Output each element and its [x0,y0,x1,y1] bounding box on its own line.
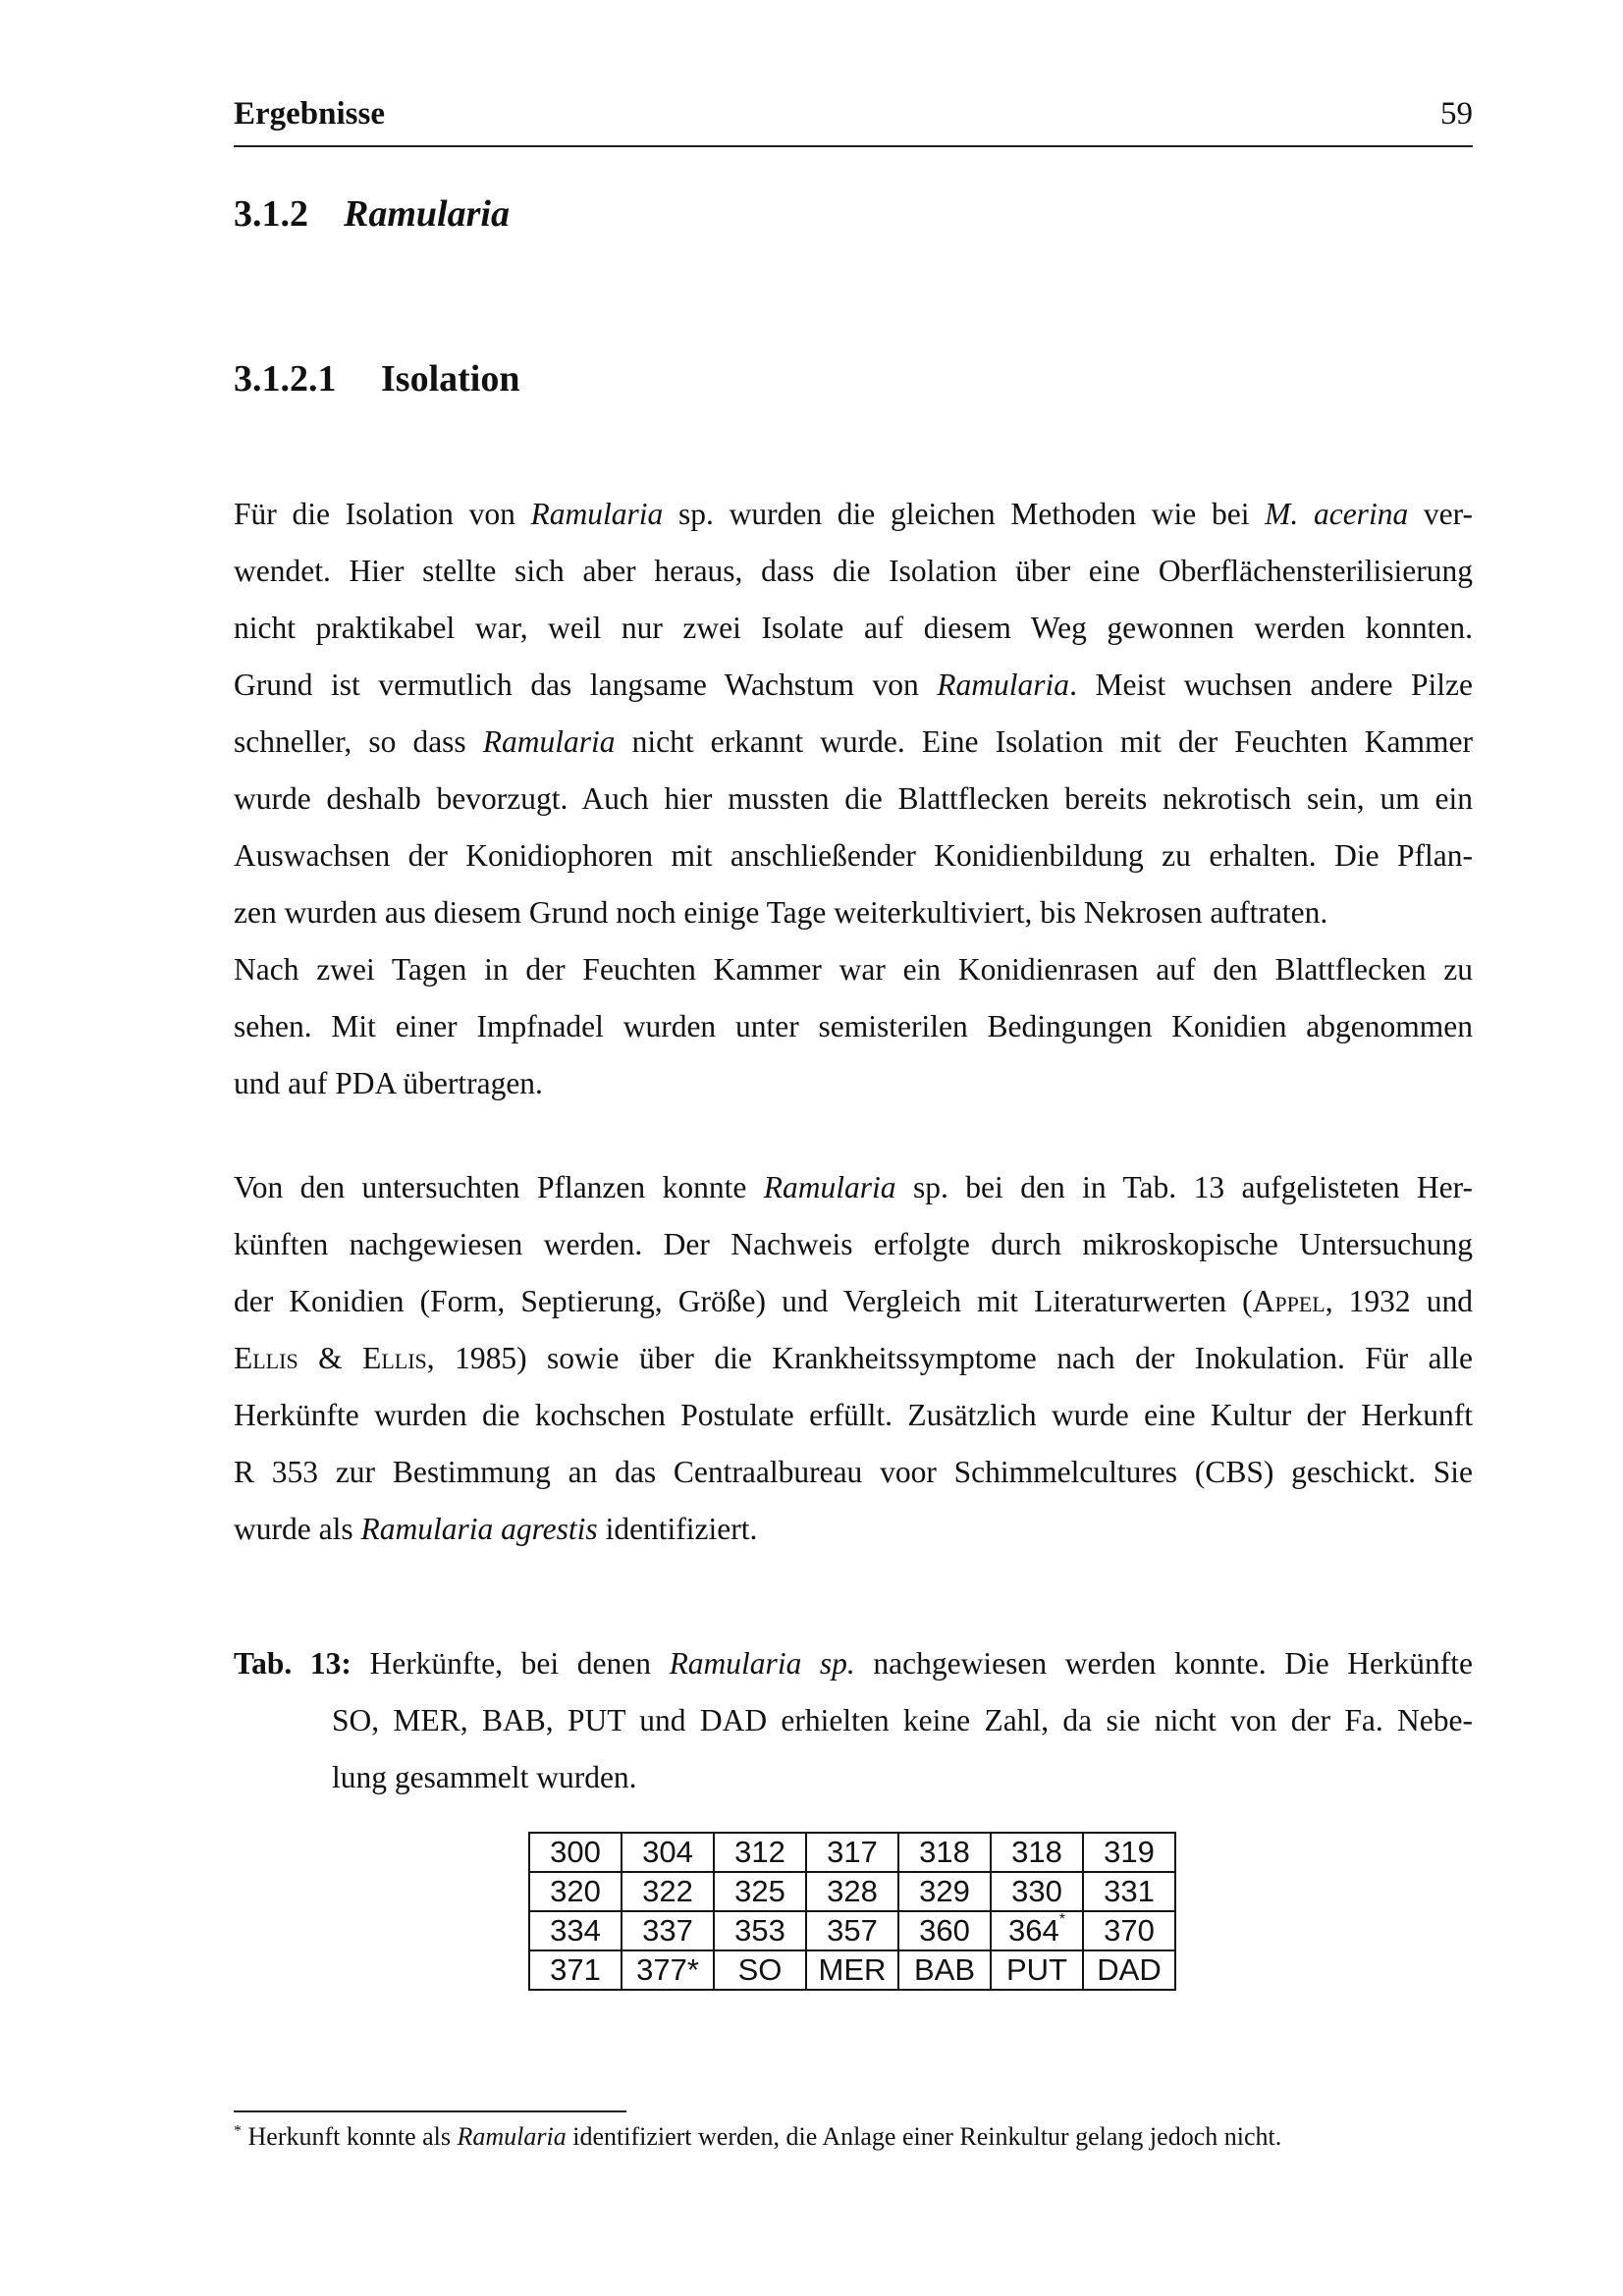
table-cell: SO [714,1950,806,1990]
table-row [529,1950,1175,1990]
table-cell: 325 [714,1872,806,1911]
text-line: und auf PDA übertragen. [234,1066,543,1100]
table-cell: 318 [991,1833,1083,1872]
subsection-number: 3.1.2.1 [234,358,337,400]
section-number: 3.1.2 [234,193,308,235]
footnote-rule [234,2110,626,2112]
origins-table [528,1832,1176,1991]
footnote: * Herkunft konnte als Ramularia identifiziert werden, die Anlage einer Reinkultur gelang jedoch nicht. [234,2122,1282,2151]
table-caption [234,1635,1473,1806]
table-cell: 329 [898,1872,991,1911]
text-line: der Konidien (Form, Septierung, Größe) und Vergleich mit Literaturwerten (Appel, 1932 und [234,1284,1474,1318]
caption-line: Tab. 13: Herkünfte, bei denen Ramularia sp. nachgewiesen werden konnte. Die Herkünfte [234,1646,1473,1681]
section-title: Ramularia [344,193,510,235]
table-footnote-marker: * [1058,1911,1065,1928]
table-cell: 357 [806,1911,898,1950]
paragraph-isolation-methods [234,486,1473,1112]
caption-line: lung gesammelt wurden. [332,1760,637,1794]
table-cell: 370 [1083,1911,1175,1950]
text-line: Ellis & Ellis, 1985) sowie über die Krankheitssymptome nach der Inokulation. Für alle [234,1341,1473,1375]
caption-line: SO, MER, BAB, PUT und DAD erhielten keine Zahl, da sie nicht von der Fa. Nebe- [332,1703,1473,1737]
text-line: nicht praktikabel war, weil nur zwei Isolate auf diesem Weg gewonnen werden konnten. [234,611,1473,645]
table-cell: 331 [1083,1872,1175,1911]
text-line: schneller, so dass Ramularia nicht erkannt wurde. Eine Isolation mit der Feuchten Kammer [234,724,1473,759]
table-cell: 320 [529,1872,622,1911]
text-line: Auswachsen der Konidiophoren mit anschließender Konidienbildung zu erhalten. Die Pflan- [234,838,1473,873]
table-cell: 317 [806,1833,898,1872]
table-cell: 319 [1083,1833,1175,1872]
text-line: wurde als Ramularia agrestis identifiziert. [234,1512,758,1546]
table-cell: 322 [622,1872,714,1911]
subsection-title: Isolation [381,358,520,400]
table-cell: BAB [898,1950,991,1990]
table-cell: 328 [806,1872,898,1911]
text-line: wendet. Hier stellte sich aber heraus, dass die Isolation über eine Oberflächensterilisierung [234,554,1473,588]
page-number: 59 [1440,96,1473,132]
text-line: Von den untersuchten Pflanzen konnte Ramularia sp. bei den in Tab. 13 aufgelisteten Her- [234,1170,1473,1204]
table-cell: DAD [1083,1950,1175,1990]
table-row [529,1872,1175,1911]
table-cell: 360 [898,1911,991,1950]
text-line: sehen. Mit einer Impfnadel wurden unter semisterilen Bedingungen Konidien abgenommen [234,1009,1473,1043]
table-cell: 353 [714,1911,806,1950]
text-line: Herkünfte wurden die kochschen Postulate erfüllt. Zusätzlich wurde eine Kultur der Herkunft [234,1398,1473,1432]
table-cell: 312 [714,1833,806,1872]
section-heading [234,192,510,236]
table-cell: 334 [529,1911,622,1950]
table-cell: 377* [622,1950,714,1990]
running-header-title: Ergebnisse [234,96,386,132]
text-line: Grund ist vermutlich das langsame Wachstum von Ramularia. Meist wuchsen andere Pilze [234,667,1473,702]
text-line: wurde deshalb bevorzugt. Auch hier mussten die Blattflecken bereits nekrotisch sein, um ein [234,781,1473,816]
text-line: Für die Isolation von Ramularia sp. wurden die gleichen Methoden wie bei M. acerina ver- [234,497,1473,531]
table-cell: 330 [991,1872,1083,1911]
text-line: zen wurden aus diesem Grund noch einige Tage weiterkultiviert, bis Nekrosen auftraten. [234,895,1328,930]
paragraph-detection [234,1159,1473,1558]
table-cell: MER [806,1950,898,1990]
table-row [529,1833,1175,1872]
text-line: künften nachgewiesen werden. Der Nachweis erfolgte durch mikroskopische Untersuchung [234,1227,1473,1261]
caption-label: Tab. 13: [234,1646,352,1681]
table-row [529,1911,1175,1950]
table-cell: 318 [898,1833,991,1872]
text-line: R 353 zur Bestimmung an das Centraalbureau voor Schimmelcultures (CBS) geschickt. Sie [234,1455,1473,1489]
table-cell: 364* [991,1911,1083,1950]
table-cell: 371 [529,1950,622,1990]
running-header [234,94,1473,147]
table-cell: 304 [622,1833,714,1872]
text-line: Nach zwei Tagen in der Feuchten Kammer war ein Konidienrasen auf den Blattflecken zu [234,952,1473,987]
table-cell: 337 [622,1911,714,1950]
table-cell: PUT [991,1950,1083,1990]
footnote-marker: * [234,2122,242,2140]
subsection-heading [234,357,519,400]
table-cell: 300 [529,1833,622,1872]
